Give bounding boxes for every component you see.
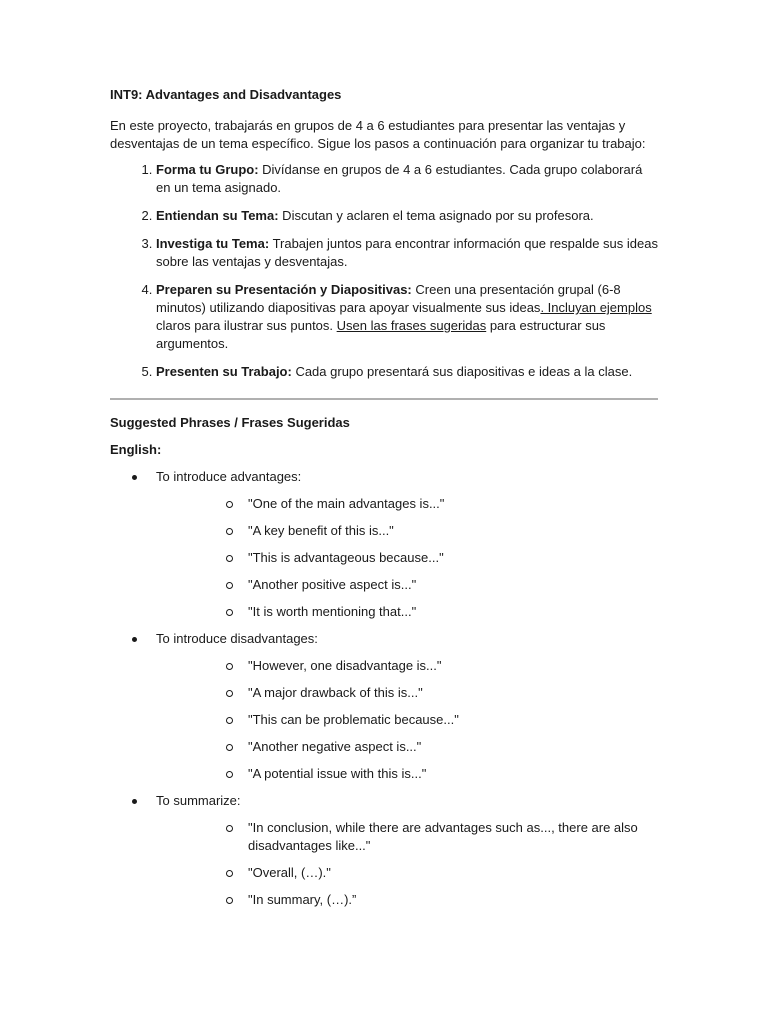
phrase-text: "A major drawback of this is..." xyxy=(248,685,423,700)
bullet-icon xyxy=(132,799,137,804)
phrase-item xyxy=(156,711,658,729)
phrase-item xyxy=(156,522,658,540)
circle-bullet-icon xyxy=(226,717,233,724)
phrase-item xyxy=(156,738,658,756)
step-item xyxy=(156,207,658,225)
phrase-text: "Another positive aspect is..." xyxy=(248,577,417,592)
step-text: Discutan y aclaren el tema asignado por su profesora. xyxy=(278,208,594,223)
phrase-item xyxy=(156,549,658,567)
phrase-text: "This can be problematic because..." xyxy=(248,712,459,727)
phrase-list xyxy=(156,495,658,621)
circle-bullet-icon xyxy=(226,870,233,877)
step-text: claros para ilustrar sus puntos. xyxy=(156,318,337,333)
step-label: Entiendan su Tema: xyxy=(156,208,279,223)
steps-list xyxy=(110,161,658,381)
phrase-item xyxy=(156,657,658,675)
circle-bullet-icon xyxy=(226,771,233,778)
step-label: Forma tu Grupo: xyxy=(156,162,259,177)
step-item xyxy=(156,235,658,271)
circle-bullet-icon xyxy=(226,582,233,589)
category-label: To introduce disadvantages: xyxy=(156,631,318,646)
phrase-item xyxy=(156,864,658,882)
underlined-text: . Incluyan ejemplos xyxy=(540,300,652,315)
circle-bullet-icon xyxy=(226,528,233,535)
phrase-item xyxy=(156,576,658,594)
phrase-text: "Another negative aspect is..." xyxy=(248,739,422,754)
phrase-text: "Overall, (…)." xyxy=(248,865,331,880)
circle-bullet-icon xyxy=(226,609,233,616)
phrase-item xyxy=(156,684,658,702)
step-label: Preparen su Presentación y Diapositivas: xyxy=(156,282,412,297)
section-divider xyxy=(110,398,658,400)
step-text: Divídanse en grupos de 4 a 6 estudiantes. Cada grupo colaborará en un tema asignado. xyxy=(156,162,643,195)
category-label: To introduce advantages: xyxy=(156,469,302,484)
phrase-text: "A key benefit of this is..." xyxy=(248,523,394,538)
category-item xyxy=(110,792,658,909)
step-item xyxy=(156,363,658,381)
circle-bullet-icon xyxy=(226,897,233,904)
circle-bullet-icon xyxy=(226,663,233,670)
circle-bullet-icon xyxy=(226,690,233,697)
step-text: para estructurar sus argumentos. xyxy=(156,318,606,351)
circle-bullet-icon xyxy=(226,825,233,832)
phrase-list xyxy=(156,819,658,909)
step-label: Presenten su Trabajo: xyxy=(156,364,292,379)
phrase-text: "This is advantageous because..." xyxy=(248,550,444,565)
phrase-item xyxy=(156,603,658,621)
phrase-item xyxy=(156,765,658,783)
step-item xyxy=(156,161,658,197)
step-text: Cada grupo presentará sus diapositivas e ideas a la clase. xyxy=(291,364,633,379)
step-label: Investiga tu Tema: xyxy=(156,236,270,251)
step-text: Creen una presentación grupal (6-8 minutos) utilizando diapositivas para apoyar visualmente sus ideas xyxy=(156,282,621,315)
circle-bullet-icon xyxy=(226,501,233,508)
phrase-text: "A potential issue with this is..." xyxy=(248,766,427,781)
category-label: To summarize: xyxy=(156,793,241,808)
phrase-text: "One of the main advantages is..." xyxy=(248,496,445,511)
underlined-text: Usen las frases sugeridas xyxy=(336,318,487,333)
circle-bullet-icon xyxy=(226,744,233,751)
circle-bullet-icon xyxy=(226,555,233,562)
phrase-list xyxy=(156,657,658,783)
phrase-text: "In conclusion, while there are advantages such as..., there are also disadvantages like..." xyxy=(248,820,638,853)
category-item xyxy=(110,630,658,783)
intro-paragraph: En este proyecto, trabajarás en grupos de 4 a 6 estudiantes para presentar las ventajas y desventajas de un tema específico. Sigue los pasos a continuación para organizar tu trabajo: xyxy=(110,118,646,151)
category-item xyxy=(110,468,658,621)
document-title: INT9: Advantages and Disadvantages xyxy=(110,87,342,102)
step-text: Trabajen juntos para encontrar información que respalde sus ideas sobre las ventajas y desventajas. xyxy=(156,236,658,269)
phrase-item xyxy=(156,819,658,855)
phrase-item xyxy=(156,891,658,909)
language-heading: English: xyxy=(110,442,162,457)
phrase-item xyxy=(156,495,658,513)
bullet-icon xyxy=(132,475,137,480)
phrase-text: "In summary, (…).” xyxy=(248,892,357,907)
phrase-text: "However, one disadvantage is..." xyxy=(248,658,442,673)
phrase-text: "It is worth mentioning that..." xyxy=(248,604,417,619)
step-item xyxy=(156,281,658,353)
bullet-icon xyxy=(132,637,137,642)
phrases-title: Suggested Phrases / Frases Sugeridas xyxy=(110,415,350,430)
phrase-categories xyxy=(110,468,658,909)
